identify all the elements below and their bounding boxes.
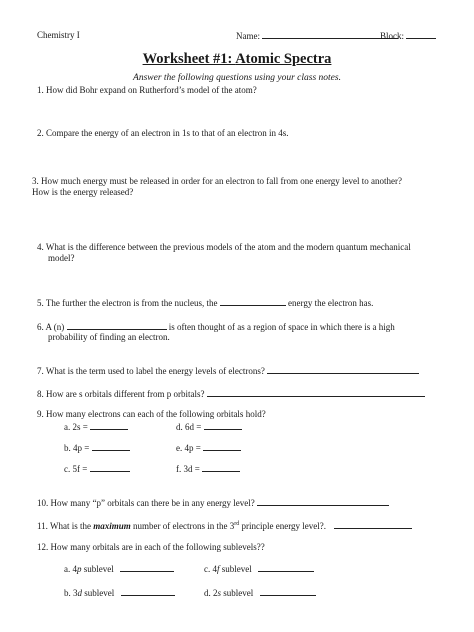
q9d-blank[interactable] (204, 421, 242, 430)
q9-item-b: b. 4p = (64, 442, 130, 454)
question-9: 9. How many electrons can each of the following orbitals hold? (37, 409, 266, 419)
question-10: 10. How many “p” orbitals can there be in any energy level? (37, 497, 389, 509)
name-field (236, 30, 398, 42)
q9c-blank[interactable] (90, 463, 130, 472)
q9-item-d: d. 6d = (176, 421, 242, 433)
q9a-blank[interactable] (90, 421, 128, 430)
q9f-blank[interactable] (202, 463, 240, 472)
q9-item-f: f. 3d = (176, 463, 240, 475)
q9e-blank[interactable] (203, 442, 241, 451)
q9b-blank[interactable] (92, 442, 130, 451)
name-label: Name: (236, 31, 260, 41)
block-blank[interactable] (406, 30, 436, 39)
question-2: 2. Compare the energy of an electron in 1s to that of an electron in 4s. (37, 128, 289, 138)
question-4-line-1: 4. What is the difference between the previous models of the atom and the modern quantum mechanical (37, 242, 411, 252)
block-label: Block: (380, 31, 404, 41)
q6-blank[interactable] (67, 321, 167, 330)
q12-item-b: b. 3d sublevel (64, 587, 175, 599)
q8-blank[interactable] (207, 388, 425, 397)
q10-blank[interactable] (257, 497, 389, 506)
q12d-blank[interactable] (260, 587, 316, 596)
q9-item-e: e. 4p = (176, 442, 241, 454)
question-5: 5. The further the electron is from the nucleus, the energy the electron has. (37, 298, 374, 308)
q12-item-d: d. 2s sublevel (204, 587, 316, 599)
question-3-line-2: How is the energy released? (32, 187, 134, 197)
question-4-line-2: model? (48, 253, 75, 263)
instructions: Answer the following questions using your class notes. (133, 73, 341, 83)
q7-blank[interactable] (267, 365, 419, 374)
q5-blank[interactable] (220, 297, 286, 306)
q12-item-c: c. 4f sublevel (204, 563, 314, 575)
question-3-line-1: 3. How much energy must be released in order for an electron to fall from one energy level to another? (32, 176, 403, 186)
question-6-line-2: probability of finding an electron. (48, 332, 170, 342)
q12-item-a: a. 4p sublevel (64, 563, 174, 575)
page-title: Worksheet #1: Atomic Spectra (142, 51, 332, 67)
question-6: 6. A (n) is often thought of as a region of space in which there is a high (37, 322, 395, 332)
question-11: 11. What is the maximum number of electrons in the 3rd principle energy level?. (37, 520, 412, 532)
question-12: 12. How many orbitals are in each of the following sublevels?? (37, 542, 265, 552)
name-blank[interactable] (262, 30, 398, 39)
q12a-blank[interactable] (120, 563, 174, 572)
q9-item-a: a. 2s = (64, 421, 128, 433)
q12c-blank[interactable] (258, 563, 314, 572)
question-8: 8. How are s orbitals different from p orbitals? (37, 388, 425, 400)
q11-blank[interactable] (334, 520, 412, 529)
q12b-blank[interactable] (121, 587, 175, 596)
course-label: Chemistry I (37, 30, 80, 40)
question-7: 7. What is the term used to label the energy levels of electrons? (37, 365, 419, 377)
q9-item-c: c. 5f = (64, 463, 130, 475)
block-field (380, 30, 436, 42)
question-1: 1. How did Bohr expand on Rutherford’s model of the atom? (37, 85, 257, 95)
